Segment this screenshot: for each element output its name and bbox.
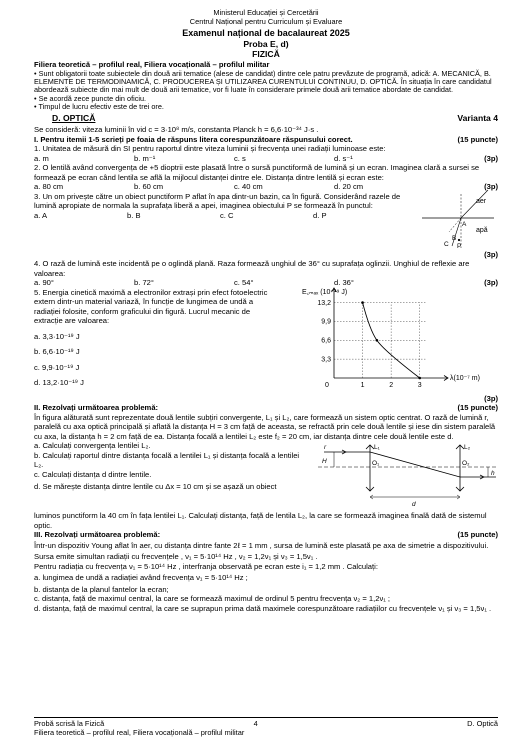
instructions-bullet-2: • Se acordă zece puncte din oficiu.: [34, 93, 147, 103]
footer-page: 4: [253, 719, 258, 728]
part2-c: c. Calculați distanța d dintre lentile.: [34, 469, 152, 479]
x-tick-label: 2: [389, 381, 394, 389]
q3-text: 3. Un om privește către un obiect punctiform P aflat în apa dintr-un bazin, ca în figură. Considerând razele de lumină apropiate de normala la suprafața liberă a apei, imaginea obiectului P se formează în punctul:: [34, 191, 401, 211]
label-O2: O₂: [462, 460, 470, 468]
q3-option-c: c. C: [220, 210, 234, 220]
y-tick-label: 13,2: [317, 299, 331, 307]
q2-option-b: b. 60 cm: [134, 182, 164, 192]
part2-points: (15 puncte): [457, 403, 498, 413]
footer: [34, 717, 498, 738]
q2-option-d: d. 20 cm: [334, 182, 364, 192]
subject: FIZICĂ: [252, 49, 280, 60]
label-d: d: [412, 501, 416, 509]
label-h: h: [491, 470, 495, 478]
part2-d1: d. Se mărește distanța dintre lentile cu Δx = 10 cm și se așază un obiect: [34, 482, 277, 492]
q5-option-d: d. 13,2·10⁻¹⁹ J: [34, 378, 84, 388]
q1-option-a: a. m: [34, 153, 49, 163]
label-B: B: [452, 234, 457, 242]
q1-option-c: c. s: [234, 153, 246, 163]
part3-points: (15 puncte): [457, 530, 498, 540]
q3-points: (3p): [484, 249, 498, 259]
q1-points: (3p): [484, 153, 498, 163]
q4-option-d: d. 36°: [334, 278, 354, 288]
q3-option-a: a. A: [34, 210, 48, 220]
q4-option-a: a. 90°: [34, 278, 54, 288]
part3-heading: III. Rezolvați următoarea problemă:: [34, 530, 161, 540]
ministry-name: Ministerul Educației și Cercetării: [213, 8, 319, 17]
label-r: r: [324, 444, 327, 452]
q4-points: (3p): [484, 278, 498, 288]
label-apa: apă: [476, 226, 488, 234]
exam-title: Examenul național de bacalaureat 2025: [182, 27, 350, 38]
part3-c: c. distanța, față de maximul central, la care se formează maximul de ordinul 5 pentru frecvența ν₂ = 1,2ν₁ ;: [34, 594, 391, 604]
q2-text: 2. O lentilă având convergența de +5 dioptrii este plasată între o sursă punctiformă de lumină și un ecran. Imaginea clară a sursei se formează pe ecran când lentila se află la mijlocul distanței dintre ele. Distanța dintre lentilă și ecran este:: [34, 163, 480, 182]
q2-points: (3p): [484, 182, 498, 192]
label-P: P: [457, 242, 462, 250]
q1-option-b: b. m⁻¹: [134, 153, 156, 163]
q2-option-c: c. 40 cm: [234, 182, 263, 192]
part1-points: (15 puncte): [457, 134, 498, 144]
instructions-bullet-1: • Sunt obligatorii toate subiectele din două arii tematice (alese de candidat) dintre cele patru prevăzute de programă, adică: A. MECANICĂ, B. ELEMENTE DE TERMODINAMICĂ, C. PRODUCEREA ȘI UTILIZAREA CURENTULUI CONTINUU, D. OPTICĂ. În situația în care candidatul abordează subiecte din mai mult de două arii tematice, vor fi luate în considerare primele două arii tematice abordate de candidat.: [34, 68, 492, 95]
exam-page: [34, 8, 498, 613]
y-tick-label: 3,3: [321, 356, 331, 364]
filiera: Filiera teoretică – profilul real, Filiera vocațională – profilul militar: [34, 60, 270, 70]
q5-option-b: b. 6,6·10⁻¹⁹ J: [34, 347, 80, 357]
label-O1: O₁: [372, 460, 380, 468]
x-tick-label: 1: [360, 381, 365, 389]
footer-left: Probă scrisă la Fizică: [34, 719, 105, 728]
q5-text: 5. Energia cinetică maximă a electronilor extrași prin efect fotoelectric extern dintr-un material variază, în funcție de lungimea de undă a radiației folosite, conform graficului din figură. Lucrul mecanic de extracție are valoarea:: [34, 287, 268, 326]
proba: Proba E, d): [243, 38, 289, 49]
q4-text: 4. O rază de lumină este incidentă pe o oglindă plană. Raza formează unghiul de 36° cu suprafața oglinzii. Unghiul de reflexie are valoarea:: [34, 259, 470, 278]
part2-heading: II. Rezolvați următoarea problemă:: [34, 403, 159, 413]
part3-d: d. distanța, față de maximul central, la care se suprapun prima dată maximele corespunzătoare radiațiilor cu frecvențele ν₁ și ν₃ = 1,5ν₁ .: [34, 603, 492, 613]
q3-option-b: b. B: [127, 210, 141, 220]
part3-a: a. lungimea de undă a radiației având frecvența ν₁ = 5·10¹⁴ Hz ;: [34, 573, 248, 583]
y-tick-label: 6,6: [321, 337, 331, 345]
q2-option-a: a. 80 cm: [34, 182, 64, 192]
label-L1: L₁: [374, 444, 380, 452]
footer-right: D. Optică: [467, 719, 498, 728]
x-tick-label: 0: [325, 381, 329, 389]
q5-option-a: a. 3,3·10⁻¹⁹ J: [34, 331, 80, 341]
constants: Se consideră: viteza luminii în vid c = 3·10⁸ m/s, constanta Planck h = 6,6·10⁻³⁴ J·s .: [34, 125, 319, 135]
q1-option-d: d. s⁻¹: [334, 153, 353, 163]
q5-points: (3p): [484, 393, 498, 403]
x-tick-label: 3: [417, 381, 422, 389]
instructions-bullet-3: • Timpul de lucru efectiv este de trei ore.: [34, 102, 164, 112]
part2-figure: [310, 441, 498, 509]
y-axis-label: E꜀ₘₐₓ (10⁻¹⁹ J): [302, 288, 348, 296]
part2-b: b. Calculați raportul dintre distanța focală a lentilei L₁ și distanța focală a lentilei L₂.: [34, 450, 300, 470]
q5-chart: [300, 286, 480, 392]
part3-text-1: Într-un dispozitiv Young aflat în aer, cu distanța dintre fante 2ℓ = 1 mm , sursa de lumină este plasată pe axa de simetrie a dispozitivului. Sursa emite simultan radiații cu frecvențele , ν₁ = 5·10¹⁴ Hz , ν₂ = 1,2ν₁ și ν₃ = 1,5ν₁ .: [34, 540, 489, 561]
x-axis-label: λ(10⁻⁷ m): [450, 374, 480, 382]
q5-option-c: c. 9,9·10⁻¹⁹ J: [34, 362, 80, 372]
label-A: A: [462, 220, 467, 228]
variant-label: Varianta 4: [457, 112, 498, 123]
data-point: [376, 339, 379, 342]
center-name: Centrul Național pentru Curriculum și Evaluare: [189, 17, 343, 27]
q3-figure: [414, 188, 498, 250]
label-L2: L₂: [464, 444, 471, 452]
label-C: C: [444, 240, 449, 248]
part2-d2: luminos punctiform la 40 cm în fața lentilei L₁. Calculați distanța, față de lentila L₂, la care se formează imaginea finală dată de sistemul optic.: [34, 511, 487, 530]
label-H: H: [322, 458, 327, 466]
data-point: [418, 376, 421, 379]
part2-a: a. Calculați convergența lentilei L₂.: [34, 441, 151, 451]
part3-text-2: Pentru radiația cu frecvența ν₁ = 5·10¹⁴ Hz , interfranja observată pe ecran este i₁ = 1,2 mm . Calculați:: [34, 561, 378, 571]
q4-option-c: c. 54°: [234, 278, 254, 288]
q3-option-d: d. P: [313, 210, 327, 220]
footer-left-2: Filiera teoretică – profilul real, Filiera vocațională – profilul militar: [34, 728, 245, 738]
label-aer: aer: [476, 197, 487, 205]
q1-text: 1. Unitatea de măsură din SI pentru raportul dintre viteza luminii și frecvența unei radiații luminoase este:: [34, 144, 386, 154]
q4-option-b: b. 72°: [134, 278, 154, 288]
section-title: D. OPTICĂ: [52, 112, 96, 123]
y-tick-label: 9,9: [321, 318, 331, 326]
part2-text: În figura alăturată sunt reprezentate două lentile subțiri convergente, L₁ și L₂, care formează un sistem optic centrat. O rază de lumină r, paralelă cu axa optică principală și aflată la distanța H = 3 cm față de aceasta, se refractă prin cele două lentile și iese din sistem paralelă cu axa, la distanța h = 2 cm față de ea. Distanța focală a lentilei L₂ este f₂ = 20 cm, iar distanța dintre cele două lentile este d.: [34, 412, 496, 441]
part1-heading: I. Pentru itemii 1-5 scrieți pe foaia de răspuns litera corespunzătoare răspunsului corect.: [34, 134, 353, 144]
data-point: [361, 301, 364, 304]
part3-b: b. distanța de la planul fantelor la ecran;: [34, 584, 169, 594]
